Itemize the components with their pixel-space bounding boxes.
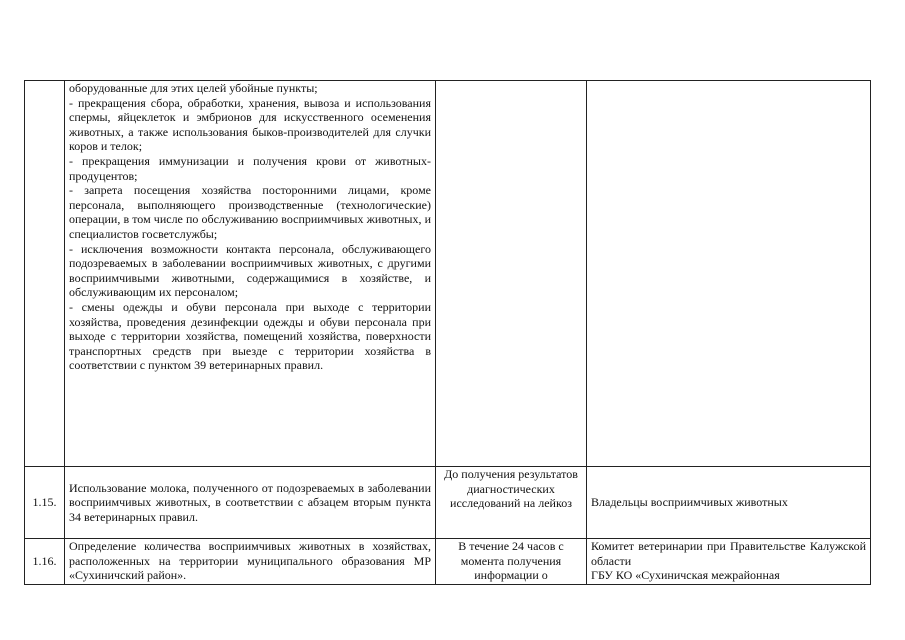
description-paragraph: - смены одежды и обуви персонала при выходе с территории хозяйства, проведения дезинфекции одежды и обуви персонала при выходе с территории хозяйства, помещений хозяйства, поверхности транспортных средств при выезде с территории хозяйства в соответствии с пунктом 39 ветеринарных правил. xyxy=(69,299,431,373)
responsible-cell xyxy=(587,81,871,467)
deadline-cell: До получения результатов диагностических исследований на лейкоз xyxy=(436,467,587,539)
description-paragraph: - запрета посещения хозяйства посторонними лицами, кроме персонала, выполняющего производственные (технологические) операции, в том числе по обслуживанию восприимчивых животных, и специалистов госветслужбы; xyxy=(69,183,431,241)
table-row xyxy=(25,539,871,585)
row-number: 1.16. xyxy=(25,539,65,585)
responsible-cell: Владельцы восприимчивых животных xyxy=(587,467,871,539)
row-number: 1.15. xyxy=(25,467,65,539)
responsible-line: ГБУ КО «Сухиничская межрайонная xyxy=(591,568,780,583)
description-paragraph: - исключения возможности контакта персонала, обслуживающего подозреваемых в заболевании восприимчивых животных, с другими восприимчивыми животными, содержащимися в хозяйстве, и обслуживающим их персоналом; xyxy=(69,241,431,300)
description-paragraph: оборудованные для этих целей убойные пункты; xyxy=(69,81,318,95)
description-paragraph: Использование молока, полученного от подозреваемых в заболевании восприимчивых животных, в соответствии с абзацем вторым пункта 34 ветеринарных правил. xyxy=(69,480,431,524)
responsible-cell xyxy=(587,539,871,585)
measure-description xyxy=(65,81,436,467)
measures-table xyxy=(24,80,871,585)
measure-description xyxy=(65,467,436,539)
table-row xyxy=(25,81,871,467)
description-paragraph: Определение количества восприимчивых животных в хозяйствах, расположенных на территории муниципального образования МР «Сухиничский район». xyxy=(69,539,431,583)
responsible-line: Комитет ветеринарии при Правительстве Калужской области xyxy=(591,539,866,568)
description-paragraph: - прекращения сбора, обработки, хранения, вывоза и использования спермы, яйцеклеток и эмбрионов для искусственного осеменения животных, а также использования быков-производителей для случки коров и телок; xyxy=(69,95,431,154)
description-paragraph: - прекращения иммунизации и получения крови от животных-продуцентов; xyxy=(69,153,431,183)
deadline-cell xyxy=(436,81,587,467)
row-number xyxy=(25,81,65,467)
table-row xyxy=(25,467,871,539)
deadline-cell: В течение 24 часов с момента получения информации о xyxy=(436,539,587,585)
measure-description xyxy=(65,539,436,585)
